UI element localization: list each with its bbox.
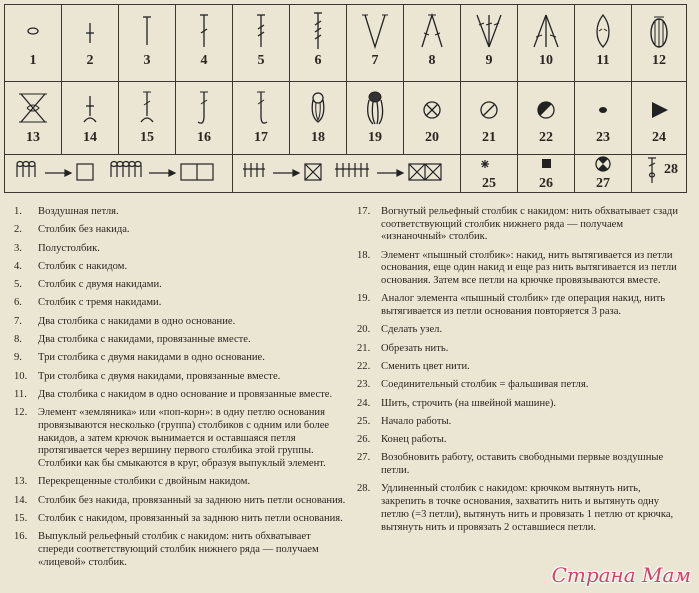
legend-item-text: Три столбика с двумя накидами в одно основание. bbox=[38, 352, 265, 364]
symbol-cell-19 bbox=[347, 82, 404, 155]
legend-item-number: 17. bbox=[357, 206, 371, 217]
legend-item bbox=[14, 476, 348, 489]
legend-item-number: 13. bbox=[14, 476, 28, 488]
legend-item bbox=[357, 324, 687, 337]
change-color-icon bbox=[518, 88, 575, 132]
legend-item-text: Выпуклый рельефный столбик с накидом: нить обхватывает спереди соответствующий столбик нижнего ряда — получаем «лицевой» столбик. bbox=[38, 531, 319, 568]
legend-item-text: Столбик с двумя накидами. bbox=[38, 279, 162, 291]
legend-item-number: 26. bbox=[357, 434, 371, 446]
knot-icon bbox=[404, 88, 461, 132]
symbol-number: 23 bbox=[596, 130, 610, 145]
slip-stitch-icon bbox=[575, 88, 632, 132]
double-treble-icon bbox=[290, 11, 347, 55]
symbol-cell-27 bbox=[575, 155, 632, 193]
symbol-number: 11 bbox=[596, 53, 610, 68]
legend-item bbox=[357, 250, 687, 288]
site-watermark: Страна Мам bbox=[551, 563, 691, 587]
legend-item-text: Столбик с накидом. bbox=[38, 260, 128, 272]
chain-to-crossed-square-cell bbox=[233, 155, 461, 193]
legend-item bbox=[14, 261, 348, 274]
symbol-cell-10 bbox=[518, 5, 575, 82]
back-post-icon bbox=[233, 88, 290, 132]
legend-item-text: Элемент «земляника» или «поп-корн»: в одну петлю основания провязываются несколько (группа) столбиков с одним или более накидов, а затем крючок вынимается и оставшаяся петля протягивается через вершину первого столбика этой группы. Столбики как бы смыкаются в круг, образуя выпуклый элемент. bbox=[38, 407, 330, 470]
legend-list-right bbox=[357, 206, 687, 540]
symbol-cell-16 bbox=[176, 82, 233, 155]
legend-item-number: 28. bbox=[357, 483, 371, 495]
symbol-number: 16 bbox=[197, 130, 211, 145]
symbol-number: 9 bbox=[485, 53, 493, 68]
symbol-cell-18 bbox=[290, 82, 347, 155]
legend-item-text: Вогнутый рельефный столбик с накидом: нить обхватывает сзади соответствующий столбик нижнего ряда — получаем «изнаночный» столбик. bbox=[381, 206, 678, 243]
legend-item bbox=[14, 407, 348, 471]
symbol-cell-22 bbox=[518, 82, 575, 155]
cut-yarn-icon bbox=[461, 88, 518, 132]
symbol-number: 22 bbox=[539, 130, 553, 145]
sew-icon bbox=[632, 88, 687, 132]
symbol-cell-26 bbox=[518, 155, 575, 193]
legend-item-number: 25. bbox=[357, 415, 371, 427]
symbol-cell-5 bbox=[233, 5, 290, 82]
legend-item-number: 15. bbox=[14, 512, 28, 524]
legend-item-number: 4. bbox=[14, 260, 22, 272]
legend-item-number: 9. bbox=[14, 352, 22, 364]
symbol-cell-11 bbox=[575, 5, 632, 82]
legend-item-text: Столбик с накидом, провязанный за заднюю нить петли основания. bbox=[38, 512, 343, 524]
treble-crochet-icon bbox=[233, 11, 290, 55]
symbol-number: 17 bbox=[254, 130, 268, 145]
symbol-number: 8 bbox=[428, 53, 436, 68]
legend-item-text: Сделать узел. bbox=[381, 324, 443, 336]
dc-back-loop-icon bbox=[119, 88, 176, 132]
symbol-number: 19 bbox=[368, 130, 382, 145]
legend-item-text: Столбик без накида, провязанный за заднюю нить петли основания. bbox=[38, 494, 346, 506]
legend-list-left bbox=[14, 206, 348, 575]
symbol-number: 15 bbox=[140, 130, 154, 145]
legend-item bbox=[357, 434, 687, 447]
symbol-cell-6 bbox=[290, 5, 347, 82]
symbol-cell-14 bbox=[62, 82, 119, 155]
legend-item bbox=[357, 293, 687, 318]
legend-item-number: 10. bbox=[14, 370, 28, 382]
legend-item-number: 24. bbox=[357, 397, 371, 409]
legend-item-text: Столбик без накида. bbox=[38, 224, 130, 236]
v-stitch-icon bbox=[347, 11, 404, 55]
legend-item-text: Возобновить работу, оставить свободными первые воздушные петли. bbox=[381, 452, 664, 477]
shell-three-icon bbox=[461, 11, 518, 55]
legend-item-text: Обрезать нить. bbox=[381, 342, 449, 354]
legend-item-text: Столбик с тремя накидами. bbox=[38, 297, 162, 309]
dc2tog-icon bbox=[404, 11, 461, 55]
symbol-number: 18 bbox=[311, 130, 325, 145]
legend-item-number: 14. bbox=[14, 494, 28, 506]
symbol-number: 26 bbox=[539, 176, 553, 191]
sc-back-loop-icon bbox=[62, 88, 119, 132]
legend-item-text: Аналог элемента «пышный столбик» где операция накид, нить вытягивается из петли основания повторяется 3 раза. bbox=[381, 293, 666, 318]
resume-work-icon bbox=[575, 155, 632, 173]
symbol-number: 27 bbox=[596, 176, 610, 191]
legend-item-number: 16. bbox=[14, 531, 28, 543]
symbol-cell-17 bbox=[233, 82, 290, 155]
symbol-number: 25 bbox=[482, 176, 496, 191]
symbol-cell-1 bbox=[5, 5, 62, 82]
legend-item-number: 11. bbox=[14, 388, 27, 400]
symbol-cell-20 bbox=[404, 82, 461, 155]
legend-item-number: 22. bbox=[357, 361, 371, 372]
legend-item-number: 6. bbox=[14, 297, 22, 309]
legend-item bbox=[14, 513, 348, 526]
symbol-number: 3 bbox=[143, 53, 151, 68]
legend-item-number: 5. bbox=[14, 279, 22, 291]
legend-item-text: Два столбика с накидами, провязанные вместе. bbox=[38, 334, 251, 346]
symbol-cell-9 bbox=[461, 5, 518, 82]
legend-item-number: 8. bbox=[14, 334, 22, 346]
legend-item-text: Два столбика с накидами в одно основание. bbox=[38, 315, 236, 327]
legend-item-number: 27. bbox=[357, 452, 371, 464]
chain-to-square-diagram bbox=[9, 155, 229, 185]
start-work-icon bbox=[461, 155, 518, 173]
legend-item-text: Перекрещенные столбики с двойным накидом. bbox=[38, 476, 251, 488]
legend-item bbox=[14, 495, 348, 508]
symbol-cell-25 bbox=[461, 155, 518, 193]
symbol-cell-7 bbox=[347, 5, 404, 82]
legend-item bbox=[357, 452, 687, 477]
legend-item bbox=[14, 224, 348, 237]
legend-item bbox=[357, 361, 687, 374]
symbol-cell-8 bbox=[404, 5, 461, 82]
symbol-number: 24 bbox=[652, 130, 666, 145]
symbol-number: 2 bbox=[86, 53, 94, 68]
symbol-cell-28 bbox=[632, 155, 687, 193]
legend-item-text: Удлиненный столбик с накидом: крючком вытянуть нить, закрепить в точке основания, захватить нить и вытянуть одну петлю (=3 петли), вытянуть нить и провязать 1 петлю от крючка, вытянуть нить и провязать 2 оставшиеся петли. bbox=[381, 483, 674, 533]
legend-item bbox=[14, 352, 348, 365]
puff-stitch-icon bbox=[290, 88, 347, 132]
symbol-number: 10 bbox=[539, 53, 553, 68]
legend-item bbox=[14, 243, 348, 256]
symbol-cell-24 bbox=[632, 82, 687, 155]
symbol-cell-13 bbox=[5, 82, 62, 155]
symbol-number: 13 bbox=[26, 130, 40, 145]
legend-item bbox=[14, 297, 348, 310]
legend-item-number: 20. bbox=[357, 324, 371, 336]
legend-item bbox=[14, 316, 348, 329]
legend-item-text: Конец работы. bbox=[381, 434, 447, 446]
legend-item bbox=[357, 379, 687, 392]
end-work-icon bbox=[518, 155, 575, 173]
legend-item bbox=[14, 371, 348, 384]
symbol-number: 12 bbox=[652, 53, 666, 68]
symbol-cell-3 bbox=[119, 5, 176, 82]
symbol-number: 20 bbox=[425, 130, 439, 145]
legend-item bbox=[357, 398, 687, 411]
legend-item-number: 19. bbox=[357, 293, 371, 305]
legend-item-number: 12. bbox=[14, 407, 28, 419]
chain-to-crossed-square-diagram bbox=[237, 155, 457, 185]
symbol-cell-21 bbox=[461, 82, 518, 155]
legend-item bbox=[14, 206, 348, 219]
chain-to-square-cell bbox=[5, 155, 233, 193]
symbol-cell-2 bbox=[62, 5, 119, 82]
front-post-icon bbox=[176, 88, 233, 132]
symbol-number: 5 bbox=[257, 53, 265, 68]
symbol-number: 21 bbox=[482, 130, 496, 145]
symbol-number: 28 bbox=[664, 162, 678, 177]
single-crochet-icon bbox=[62, 11, 119, 55]
symbol-cell-12 bbox=[632, 5, 687, 82]
symbol-number: 1 bbox=[29, 53, 37, 68]
symbol-cell-4 bbox=[176, 5, 233, 82]
symbol-cell-15 bbox=[119, 82, 176, 155]
legend-item-text: Три столбика с двумя накидами, провязанные вместе. bbox=[38, 370, 281, 382]
legend-item-number: 18. bbox=[357, 249, 371, 261]
legend-item-text: Элемент «пышный столбик»: накид, нить вытягивается из петли основания, еще один накид и еще раз нить вытягивается из петли основания. Затем все петли на крючке провязываются вместе. bbox=[381, 249, 677, 287]
legend-item-text: Полустолбик. bbox=[38, 242, 100, 254]
popcorn-icon bbox=[632, 11, 687, 55]
symbol-number: 14 bbox=[83, 130, 97, 145]
cluster-icon bbox=[575, 11, 632, 55]
legend-item bbox=[14, 389, 348, 402]
legend-item bbox=[357, 483, 687, 534]
legend-item-text: Начало работы. bbox=[381, 415, 452, 427]
legend-item-number: 1. bbox=[14, 206, 22, 217]
half-double-crochet-icon bbox=[119, 11, 176, 55]
legend-item-text: Воздушная петля. bbox=[38, 206, 119, 217]
tr3tog-icon bbox=[518, 11, 575, 55]
legend-item bbox=[14, 279, 348, 292]
legend-item bbox=[357, 206, 687, 244]
legend-item-text: Соединительный столбик = фальшивая петля. bbox=[381, 379, 589, 391]
legend-item-number: 2. bbox=[14, 224, 22, 236]
legend-item-text: Сменить цвет нити. bbox=[381, 361, 470, 372]
legend-item bbox=[14, 334, 348, 347]
legend-item-number: 3. bbox=[14, 242, 22, 254]
extended-dc-icon bbox=[640, 155, 664, 185]
chain-stitch-icon bbox=[5, 11, 62, 55]
puff-three-icon bbox=[347, 88, 404, 132]
legend-item bbox=[14, 531, 348, 569]
symbol-cell-23 bbox=[575, 82, 632, 155]
symbol-table bbox=[4, 4, 687, 193]
symbol-number: 4 bbox=[200, 53, 208, 68]
symbol-number: 7 bbox=[371, 53, 379, 68]
legend-item-number: 7. bbox=[14, 315, 22, 327]
symbol-number: 6 bbox=[314, 53, 322, 68]
legend-item-text: Два столбика с накидом в одно основание и провязанные вместе. bbox=[38, 388, 333, 400]
legend-item-number: 21. bbox=[357, 342, 371, 354]
legend-item-text: Шить, строчить (на швейной машине). bbox=[381, 397, 557, 409]
legend-item-number: 23. bbox=[357, 379, 371, 391]
legend-item bbox=[357, 416, 687, 429]
legend-item bbox=[357, 343, 687, 356]
double-crochet-icon bbox=[176, 11, 233, 55]
crossed-stitch-icon bbox=[5, 88, 62, 132]
